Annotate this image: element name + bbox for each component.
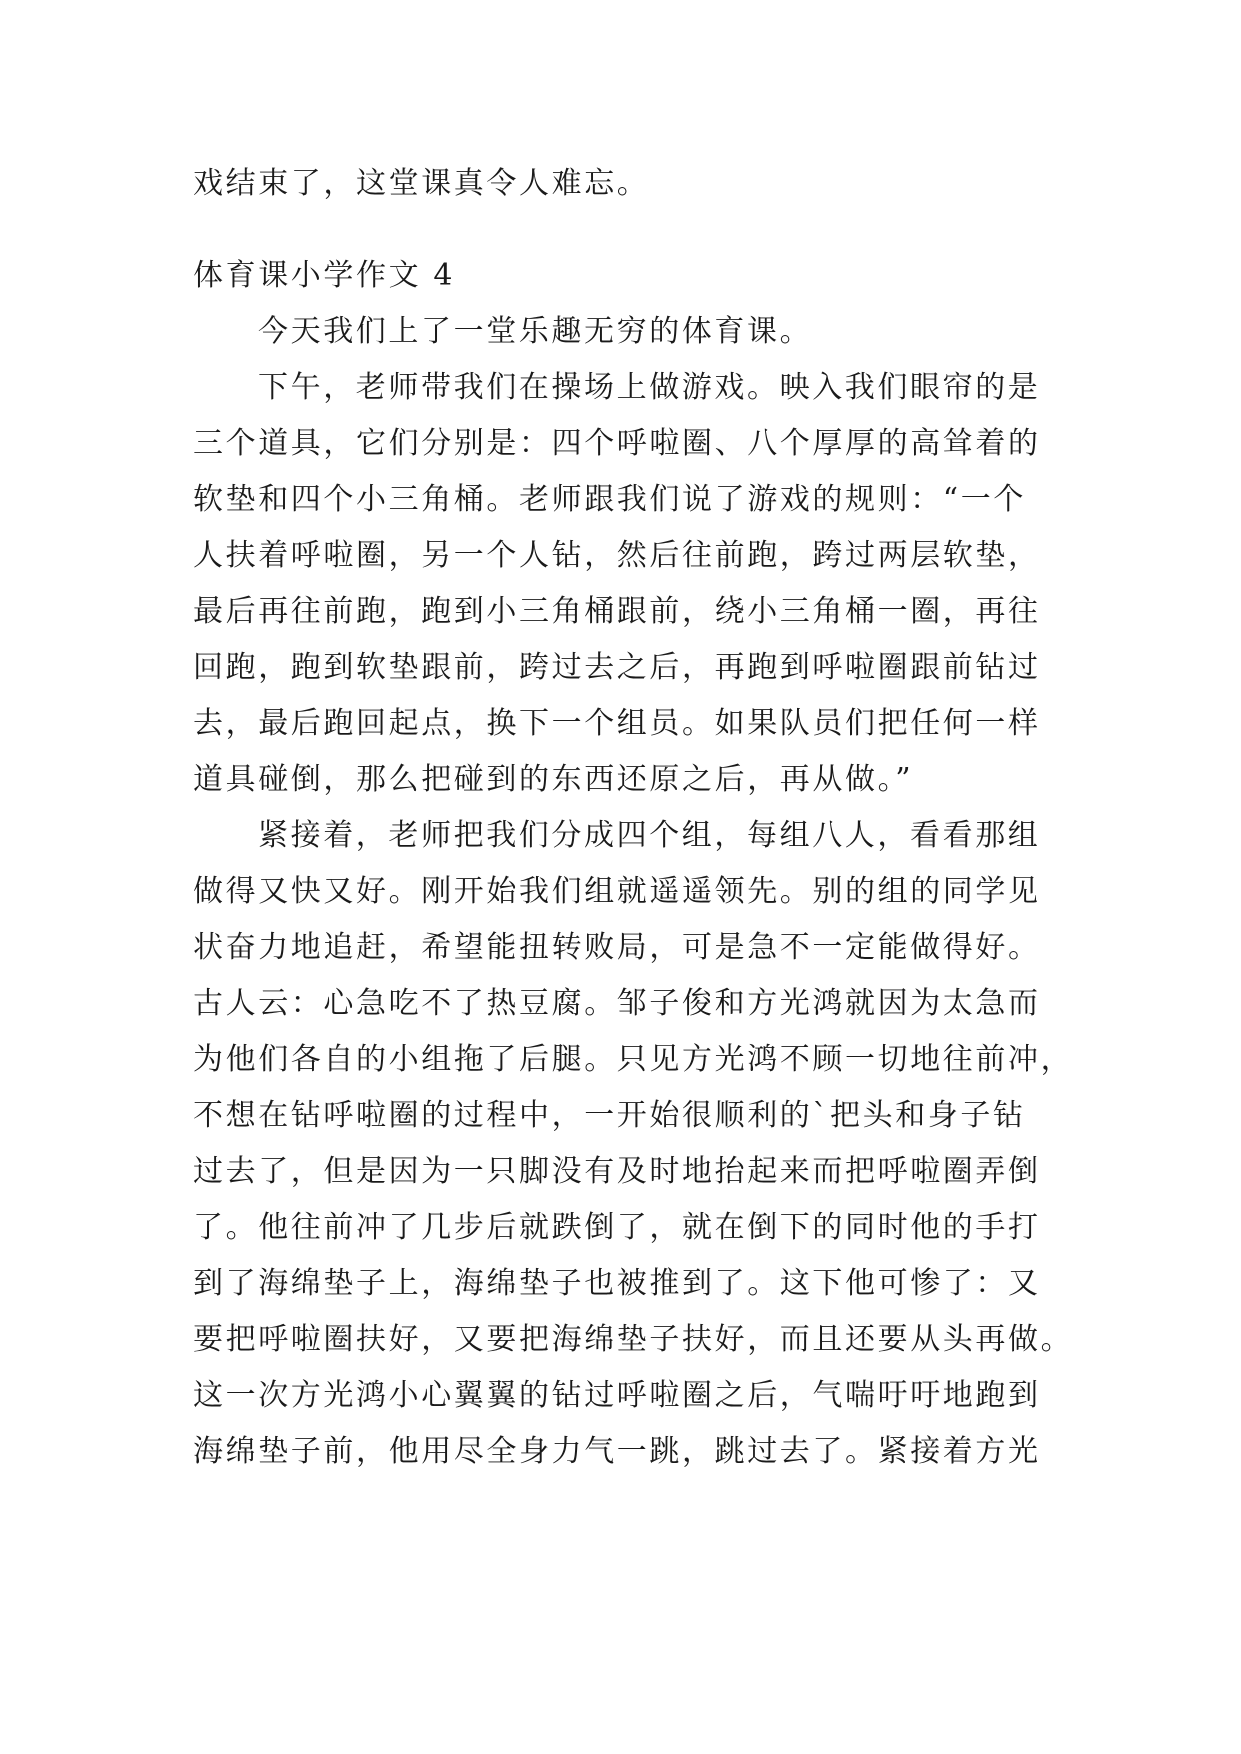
paragraph-2-line: 去，最后跑回起点，换下一个组员。如果队员们把任何一样 <box>193 706 1041 741</box>
paragraph-3-line: 要把呼啦圈扶好，又要把海绵垫子扶好，而且还要从头再做。 <box>193 1322 1074 1357</box>
essay-title: 体育课小学作文 4 <box>193 258 456 293</box>
paragraph-3-line: 做得又快又好。刚开始我们组就遥遥领先。别的组的同学见 <box>193 874 1041 909</box>
paragraph-3-line: 紧接着，老师把我们分成四个组，每组八人，看看那组 <box>258 818 1041 853</box>
paragraph-2-line: 人扶着呼啦圈，另一个人钻，然后往前跑，跨过两层软垫， <box>193 538 1041 573</box>
text-line-continuation: 戏结束了，这堂课真令人难忘。 <box>193 166 650 201</box>
paragraph-3-line: 到了海绵垫子上，海绵垫子也被推到了。这下他可惨了：又 <box>193 1266 1041 1301</box>
paragraph-2-line: 软垫和四个小三角桶。老师跟我们说了游戏的规则：“一个 <box>193 482 1026 517</box>
paragraph-2-line: 三个道具，它们分别是：四个呼啦圈、八个厚厚的高耸着的 <box>193 426 1041 461</box>
paragraph-3-line: 为他们各自的小组拖了后腿。只见方光鸿不顾一切地往前冲， <box>193 1042 1074 1077</box>
paragraph-3-line: 古人云：心急吃不了热豆腐。邹子俊和方光鸿就因为太急而 <box>193 986 1041 1021</box>
paragraph-3-line: 这一次方光鸿小心翼翼的钻过呼啦圈之后，气喘吁吁地跑到 <box>193 1378 1041 1413</box>
paragraph-2-line: 最后再往前跑，跑到小三角桶跟前，绕小三角桶一圈，再往 <box>193 594 1041 629</box>
paragraph-3-line: 海绵垫子前，他用尽全身力气一跳，跳过去了。紧接着方光 <box>193 1434 1041 1469</box>
paragraph-2-line: 道具碰倒，那么把碰到的东西还原之后，再从做。” <box>193 762 914 797</box>
paragraph-3-line: 不想在钻呼啦圈的过程中，一开始很顺利的`把头和身子钻 <box>193 1098 1026 1133</box>
paragraph-3-line: 了。他往前冲了几步后就跌倒了，就在倒下的同时他的手打 <box>193 1210 1041 1245</box>
paragraph-1-line: 今天我们上了一堂乐趣无穷的体育课。 <box>258 314 813 349</box>
paragraph-2-line: 回跑，跑到软垫跟前，跨过去之后，再跑到呼啦圈跟前钻过 <box>193 650 1041 685</box>
paragraph-3-line: 过去了，但是因为一只脚没有及时地抬起来而把呼啦圈弄倒 <box>193 1154 1041 1189</box>
paragraph-2-line: 下午，老师带我们在操场上做游戏。映入我们眼帘的是 <box>258 370 1041 405</box>
paragraph-3-line: 状奋力地追赶，希望能扭转败局，可是急不一定能做得好。 <box>193 930 1041 965</box>
